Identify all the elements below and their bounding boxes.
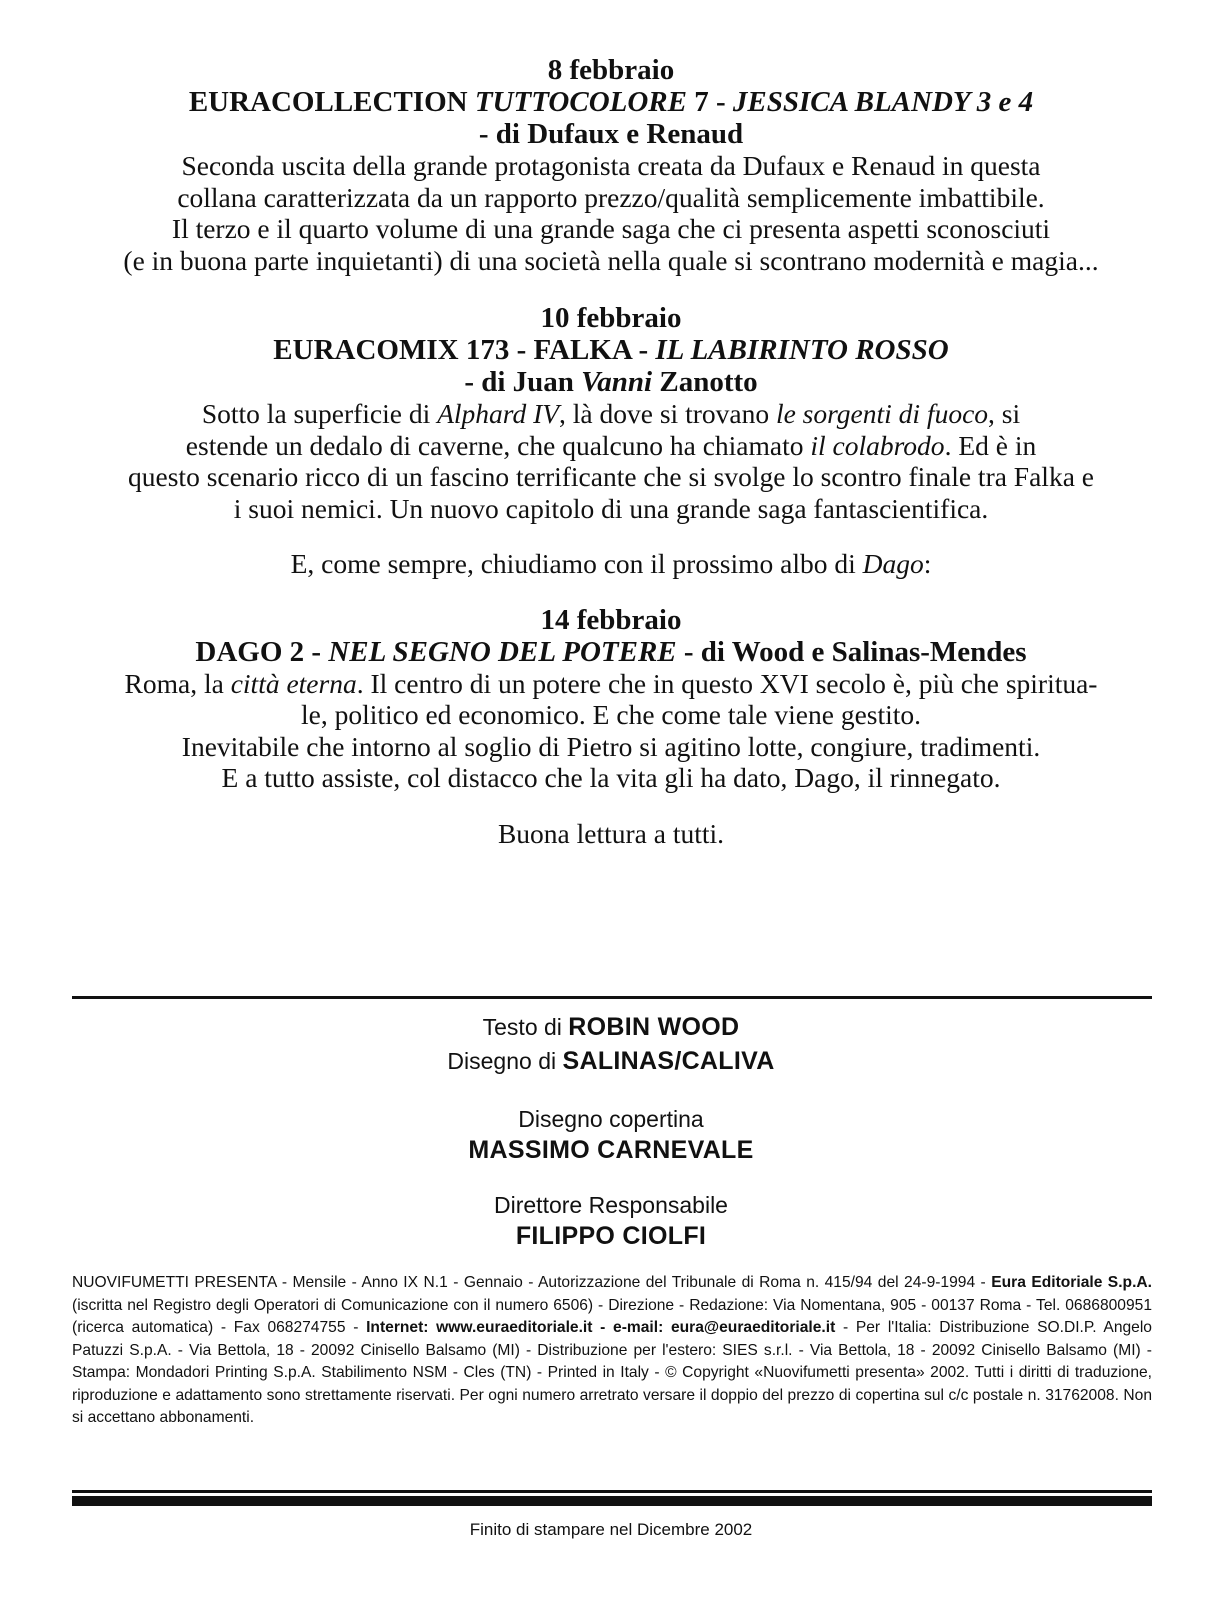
release-description [52, 668, 1170, 794]
description-line: collana caratterizzata da un rapporto prezzo/qualità semplicemente imbattibile. [177, 181, 1045, 213]
credit-text [0, 1012, 1222, 1046]
description-line [52, 430, 1170, 462]
title-series-italic: TUTTOCOLORE [474, 86, 687, 118]
text-run: , là dove si trovano [559, 398, 776, 429]
byline-prefix: - di Juan [464, 366, 582, 398]
release-date: 8 febbraio [547, 54, 675, 86]
description-line: Il terzo e il quarto volume di una grande saga che ci presenta aspetti sconosciuti [171, 213, 1051, 244]
credit-name: SALINAS/CALIVA [562, 1047, 775, 1075]
divider-thick [72, 1496, 1152, 1506]
release-byline [52, 366, 1170, 398]
announcement-dago [52, 604, 1170, 794]
credit-label: Testo di [482, 1014, 569, 1040]
printed-note: Finito di stampare nel Dicembre 2002 [469, 1520, 753, 1539]
credit-drawing [0, 1046, 1222, 1080]
imprint-text: NUOVIFUMETTI PRESENTA - Mensile - Anno IX N.1 - Gennaio - Autorizzazione del Tribunale di Roma n. 415/94 del 24-9-1994 - [72, 1274, 992, 1291]
description-line [52, 668, 1170, 700]
text-run-italic: le sorgenti di fuoco [775, 398, 989, 429]
imprint-contacts: Internet: www.euraeditoriale.it - e-mail: eura@euraeditoriale.it [366, 1319, 836, 1336]
text-run: E, come sempre, chiudiamo con il prossimo albo di [290, 548, 863, 579]
description-line: Seconda uscita della grande protagonista creata da Dufaux e Renaud in questa [181, 150, 1041, 181]
announcement-jessica-blandy [52, 54, 1170, 276]
description-line: (e in buona parte inquietanti) di una società nella quale si scontrano modernità e magia... [123, 244, 1099, 276]
text-run: : [923, 548, 932, 579]
text-run-italic: Alphard IV [437, 398, 560, 429]
description-line: questo scenario ricco di un fascino terrificante che si svolge lo scontro finale tra Falka e [128, 461, 1094, 492]
credit-label: Disegno copertina [518, 1106, 704, 1132]
release-description [52, 150, 1170, 276]
title-series: EURACOLLECTION [188, 86, 475, 118]
credit-name: FILIPPO CIOLFI [515, 1222, 707, 1250]
description-line: le, politico ed economico. E che come tale viene gestito. [300, 699, 922, 730]
imprint [72, 1272, 1152, 1430]
credit-label: Disegno di [447, 1048, 563, 1074]
title-story: IL LABIRINTO ROSSO [655, 334, 949, 366]
closing-intro [52, 548, 1170, 580]
credit-label: Direttore Responsabile [494, 1192, 728, 1218]
description-line: i suoi nemici. Un nuovo capitolo di una grande saga fantascientifica. [233, 492, 989, 524]
text-run: Roma, la [124, 667, 231, 699]
text-run-italic: il colabrodo [810, 429, 945, 461]
divider [72, 1490, 1152, 1493]
release-title [52, 334, 1170, 366]
release-byline: - di Dufaux e Renaud [478, 118, 744, 150]
text-run: . Ed è in [944, 429, 1037, 461]
byline-nickname: Vanni [581, 366, 653, 398]
text-run: , si [988, 398, 1021, 429]
text-run: estende un dedalo di caverne, che qualcuno ha chiamato [185, 429, 811, 461]
byline-surname: Zanotto [652, 366, 758, 398]
text-run-italic: città eterna [230, 667, 357, 699]
title-authors: - di Wood e Salinas-Mendes [676, 635, 1027, 668]
title-series: DAGO 2 - [195, 635, 329, 668]
release-date: 10 febbraio [540, 302, 682, 334]
description-line: Inevitabile che intorno al soglio di Pietro si agitino lotte, congiure, tradimenti. [181, 730, 1041, 762]
release-title [52, 86, 1170, 118]
credit-name: ROBIN WOOD [568, 1013, 740, 1041]
imprint-text: (iscritta nel Registro degli Operatori di Comunicazione con il numero 6506) - Direzione - Redazione: Via Nomentana, 905 - 00137 Roma - Tel. 0686800951 (ricerca automatica) - Fax 068274755 - [72, 1296, 1152, 1336]
title-number: 7 - [686, 86, 733, 118]
title-story: JESSICA BLANDY 3 e 4 [732, 86, 1034, 118]
release-description [52, 398, 1170, 524]
credit-name: MASSIMO CARNEVALE [468, 1136, 754, 1164]
credits [0, 1012, 1222, 1252]
description-line [52, 398, 1170, 430]
title-series: EURACOMIX 173 - FALKA - [273, 334, 656, 366]
release-date: 14 febbraio [540, 603, 682, 636]
description-line: E a tutto assiste, col distacco che la vita gli ha dato, Dago, il rinnegato. [221, 762, 1001, 793]
release-title [52, 636, 1170, 668]
text-run-italic: Dago [862, 548, 924, 579]
farewell: Buona lettura a tutti. [497, 817, 725, 849]
divider [72, 996, 1152, 999]
imprint-text: - Per l'Italia: Distribuzione SO.DI.P. Angelo Patuzzi S.p.A. - Via Bettola, 18 - 20092 Cinisello Balsamo (MI) - Distribuzione per l'estero: SIES s.r.l. - Via Bettola, 18 - 20092 Cinisello Balsamo (MI) - Stampa: Mondadori Printing S.p.A. Stabilimento NSM - Cles (TN) - Printed in Italy - © Copyright «Nuovifumetti presenta» 2002. Tutti i diritti di traduzione, riproduzione e adattamento sono strettamente riservati. Per ogni numero arretrato versare il doppio del prezzo di copertina sul c/c postale n. 31762008. Non si accettano abbonamenti. [72, 1319, 1152, 1426]
announcement-falka [52, 302, 1170, 524]
imprint-publisher: Eura Editoriale S.p.A. [991, 1274, 1152, 1291]
text-run: . Il centro di un potere che in questo XVI secolo è, più che spiritua- [356, 667, 1098, 699]
title-story: NEL SEGNO DEL POTERE [328, 635, 677, 668]
text-run: Sotto la superficie di [201, 398, 438, 429]
announcements [52, 54, 1170, 849]
